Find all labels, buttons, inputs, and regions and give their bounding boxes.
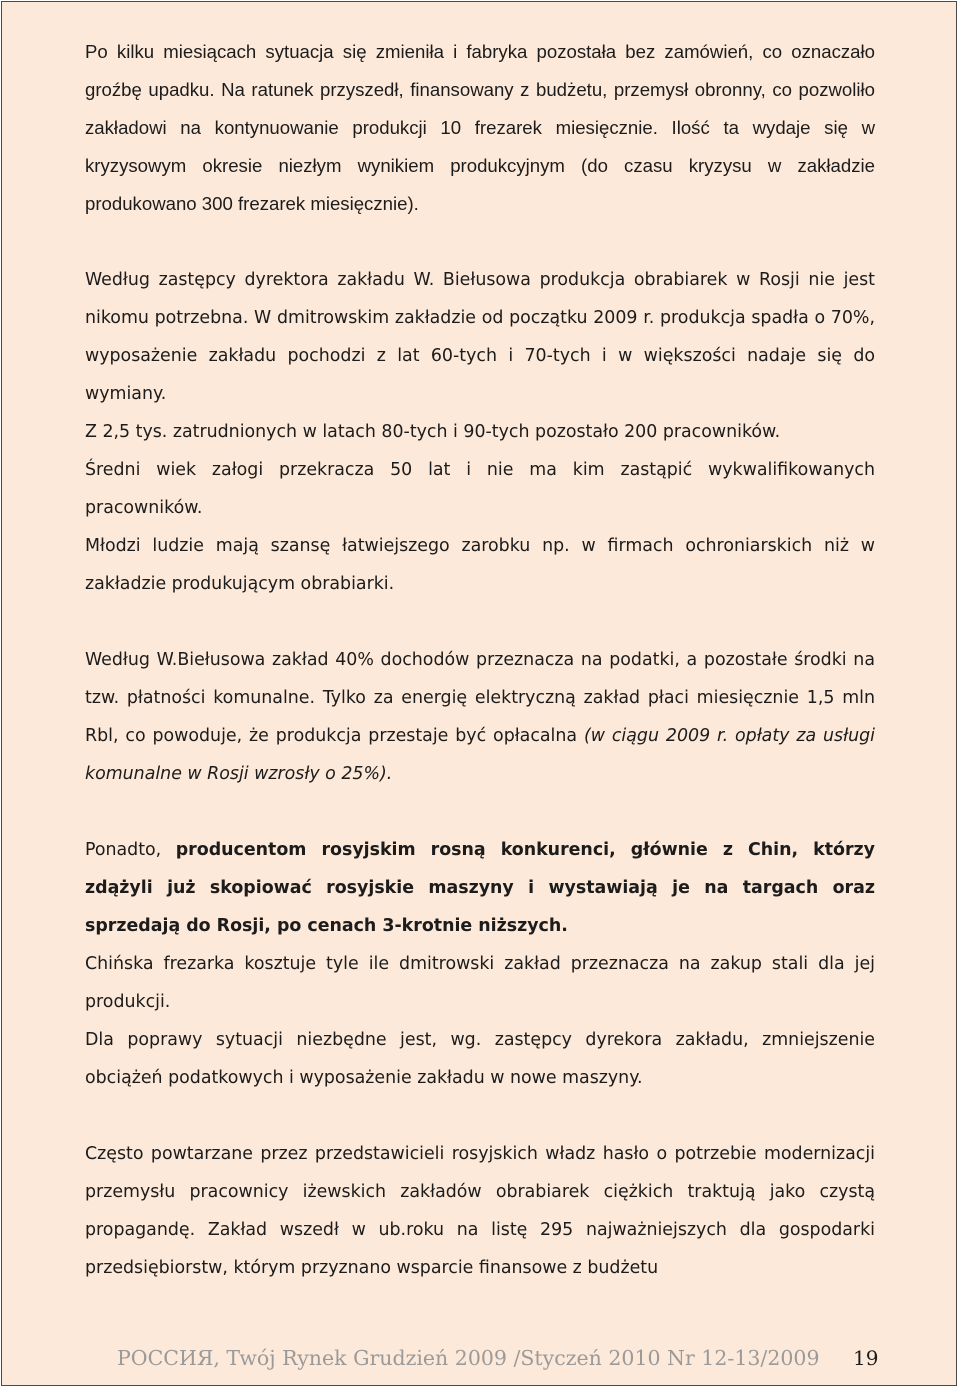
paragraph-competition [85,831,875,945]
paragraph-spacer [85,603,875,641]
paragraph-spacer [85,793,875,831]
paragraph-costs [85,641,875,793]
paragraph-spacer [85,1097,875,1135]
competition-highlight: producentom rosyjskim rosną konkurenci, głównie z Chin, którzy zdążyli już skopiować rosyjskie maszyny i wystawiają je na targach oraz sprzedają do Rosji, po cenach 3-krotnie niższych. [85,840,875,936]
costs-note: (w ciągu 2009 r. opłaty za usługi komunalne w Rosji wzrosły o 25%). [85,726,875,784]
paragraph-workforce-age: Średni wiek załogi przekracza 50 lat i nie ma kim zastąpić wykwalifikowanych pracowników. [85,460,875,518]
paragraph-orders-decline: Po kilku miesiącach sytuacja się zmieniła i fabryka pozostała bez zamówień, co oznaczało groźbę upadku. Na ratunek przyszedł, finansowany z budżetu, przemysł obronny, co pozwoliło zakładowi na kontynuowanie produkcji 10 frezarek miesięcznie. Ilość ta wydaje się w kryzysowym okresie niezłym wynikiem produkcyjnym (do czasu kryzysu w zakładzie produkowano 300 frezarek miesięcznie). [85,41,875,214]
document-page [1,1,957,1386]
paragraph-remedies: Dla poprawy sytuacji niezbędne jest, wg. zastępcy dyrekora zakładu, zmniejszenie obciążeń podatkowych i wyposażenie zakładu w nowe maszyny. [85,1030,875,1088]
page-number: 19 [853,1346,879,1370]
paragraph-modernization: Często powtarzane przez przedstawicieli rosyjskich władz hasło o potrzebie modernizacji przemysłu pracownicy iżewskich zakładów obrabiarek ciężkich traktują jako czystą propagandę. Zakład wszedł w ub.roku na listę 295 najważniejszych dla gospodarki przedsiębiorstw, którym przyznano wsparcie finansowe z budżetu [85,1144,875,1278]
article-body [85,33,875,1287]
paragraph-employees: Z 2,5 tys. zatrudnionych w latach 80-tych i 90-tych pozostało 200 pracowników. [85,422,781,442]
footer-publication: РОССИЯ, Twój Rynek Grudzień 2009 /Styczeń 2010 Nr 12-13/2009 [117,1346,820,1370]
costs-text: Według W.Biełusowa zakład 40% dochodów przeznacza na podatki, a pozostałe środki na tzw. płatności komunalne. Tylko za energię elektryczną zakład płaci miesięcznie 1,5 mln Rbl, co powoduje, że produkcja przestaje być opłacalna [85,650,875,746]
paragraph-spacer [85,223,875,261]
paragraph-production-drop: Według zastępcy dyrektora zakładu W. Biełusowa produkcja obrabiarek w Rosji nie jest nikomu potrzebna. W dmitrowskim zakładzie od początku 2009 r. produkcja spadła o 70%, wyposażenie zakładu pochodzi z lat 60-tych i 70-tych i w większości nadaje się do wymiany. [85,270,875,404]
paragraph-young-people: Młodzi ludzie mają szansę łatwiejszego zarobku np. w firmach ochroniarskich niż w zakładzie produkującym obrabiarki. [85,536,875,594]
competition-lead: Ponadto, [85,840,176,860]
paragraph-chinese-milling: Chińska frezarka kosztuje tyle ile dmitrowski zakład przeznacza na zakup stali dla jej produkcji. [85,954,875,1012]
